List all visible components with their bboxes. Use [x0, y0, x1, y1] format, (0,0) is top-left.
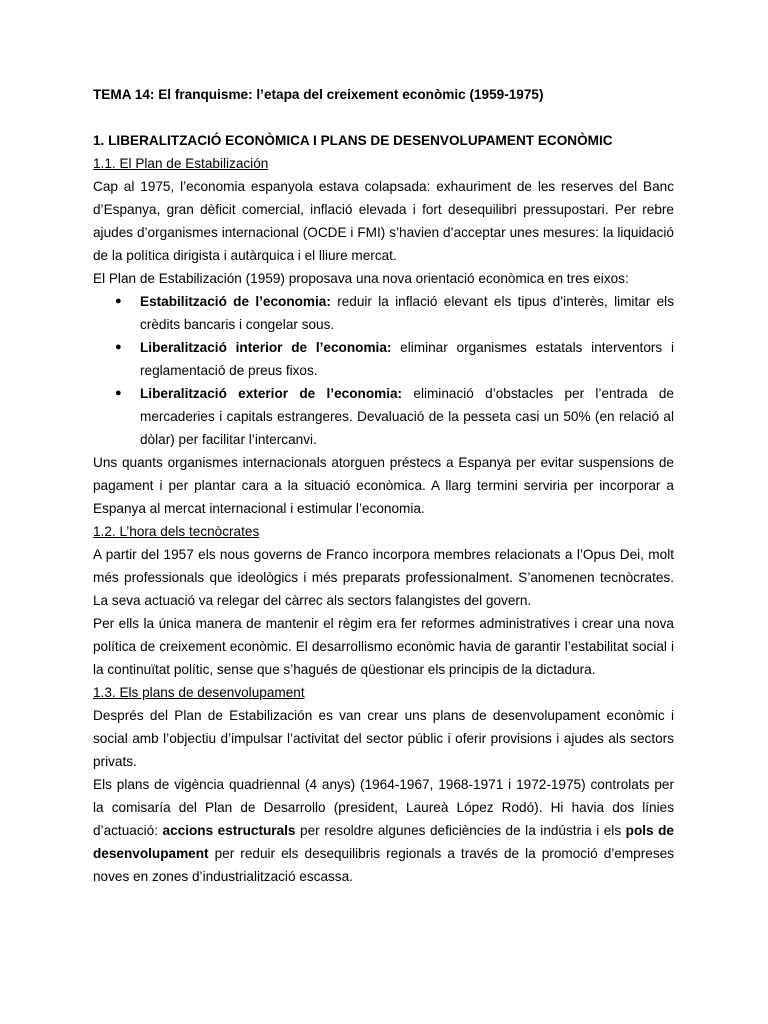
paragraph-text: Els plans de vigència quadriennal (4 anys) (1964-1967, 1968-1971 i 1972-1975) controlats per la comisaría del Plan de Desarrollo (president, Laureà López Rodó). Hi havia dos línies d’actuació: [93, 777, 674, 838]
paragraph: El Plan de Estabilización (1959) proposava una nova orientació econòmica en tres eixos: [93, 271, 629, 286]
paragraph: Per ells la única manera de mantenir el règim era fer reformes administratives i crear una nova política de creixement econòmic. El desarrollismo econòmic havia de garantir l’estabilitat social i la continuïtat polític, sense que s’hagués de qüestionar els principis de la dictadura. [93, 616, 674, 677]
list-item-text: eliminar organismes estatals interventors i reglamentació de preus fixos. [140, 340, 674, 378]
paragraph: Uns quants organismes internacionals atorguen préstecs a Espanya per evitar suspensions de pagament i per plantar cara a la situació econòmica. A llarg termini serviria per incorporar a Espanya al mercat internacional i estimular l’economia. [93, 455, 674, 516]
list-item [93, 382, 674, 451]
bullet-icon: ● [115, 387, 122, 399]
list-item-label: Liberalització exterior de l’economia: [140, 386, 403, 401]
paragraph-text: per reduir els desequilibris regionals a través de la promoció d’empreses noves en zones d’industrialització escassa. [93, 846, 674, 884]
paragraph [93, 773, 674, 888]
list-item [93, 290, 674, 336]
subsection-heading-1-2: 1.2. L’hora dels tecnòcrates [93, 524, 260, 539]
list-item [93, 336, 674, 382]
bullet-icon: ● [115, 295, 122, 307]
list-item-label: Estabilització de l’economia: [140, 294, 331, 309]
document-body [93, 83, 674, 888]
paragraph: Cap al 1975, l’economia espanyola estava colapsada: exhauriment de les reserves del Banc d’Espanya, gran dèficit comercial, inflació elevada i fort desequilibri pressupostari. Per rebre ajudes d’organismes internacional (OCDE i FMI) s’havien d’acceptar unes mesures: la liquidació de la política dirigista i autàrquica i el lliure mercat. [93, 179, 674, 263]
bold-term: accions estructurals [162, 823, 296, 838]
paragraph: Després del Plan de Estabilización es van crear uns plans de desenvolupament econòmic i social amb l’objectiu d’impulsar l’activitat del sector públic i oferir provisions i ajudes als sectors privats. [93, 708, 674, 769]
list-item-text: eliminació d’obstacles per l’entrada de mercaderies i capitals estrangeres. Devaluació de la pesseta casi un 50% (en relació al dòlar) per facilitar l’intercanvi. [140, 386, 674, 447]
subsection-heading-1-3: 1.3. Els plans de desenvolupament [93, 685, 305, 700]
section-heading: 1. LIBERALITZACIÓ ECONÒMICA I PLANS DE DESENVOLUPAMENT ECONÒMIC [93, 133, 613, 148]
list-item-label: Liberalització interior de l’economia: [140, 340, 392, 355]
paragraph-text: per resoldre algunes deficiències de la indústria i els [295, 823, 626, 838]
document-title: TEMA 14: El franquisme: l’etapa del creixement econòmic (1959-1975) [93, 87, 544, 102]
bullet-list [93, 290, 674, 451]
bullet-icon: ● [115, 341, 122, 353]
subsection-heading-1-1: 1.1. El Plan de Estabilización [93, 156, 269, 171]
list-item-text: reduir la inflació elevant els tipus d’interès, limitar els crèdits bancaris i congelar sous. [140, 294, 674, 332]
paragraph: A partir del 1957 els nous governs de Franco incorpora membres relacionats a l’Opus Dei, molt més professionals que ideològics i més preparats professionalment. S’anomenen tecnòcrates. La seva actuació va relegar del càrrec als sectors falangistes del govern. [93, 547, 674, 608]
bold-term: pols de desenvolupament [93, 823, 674, 861]
